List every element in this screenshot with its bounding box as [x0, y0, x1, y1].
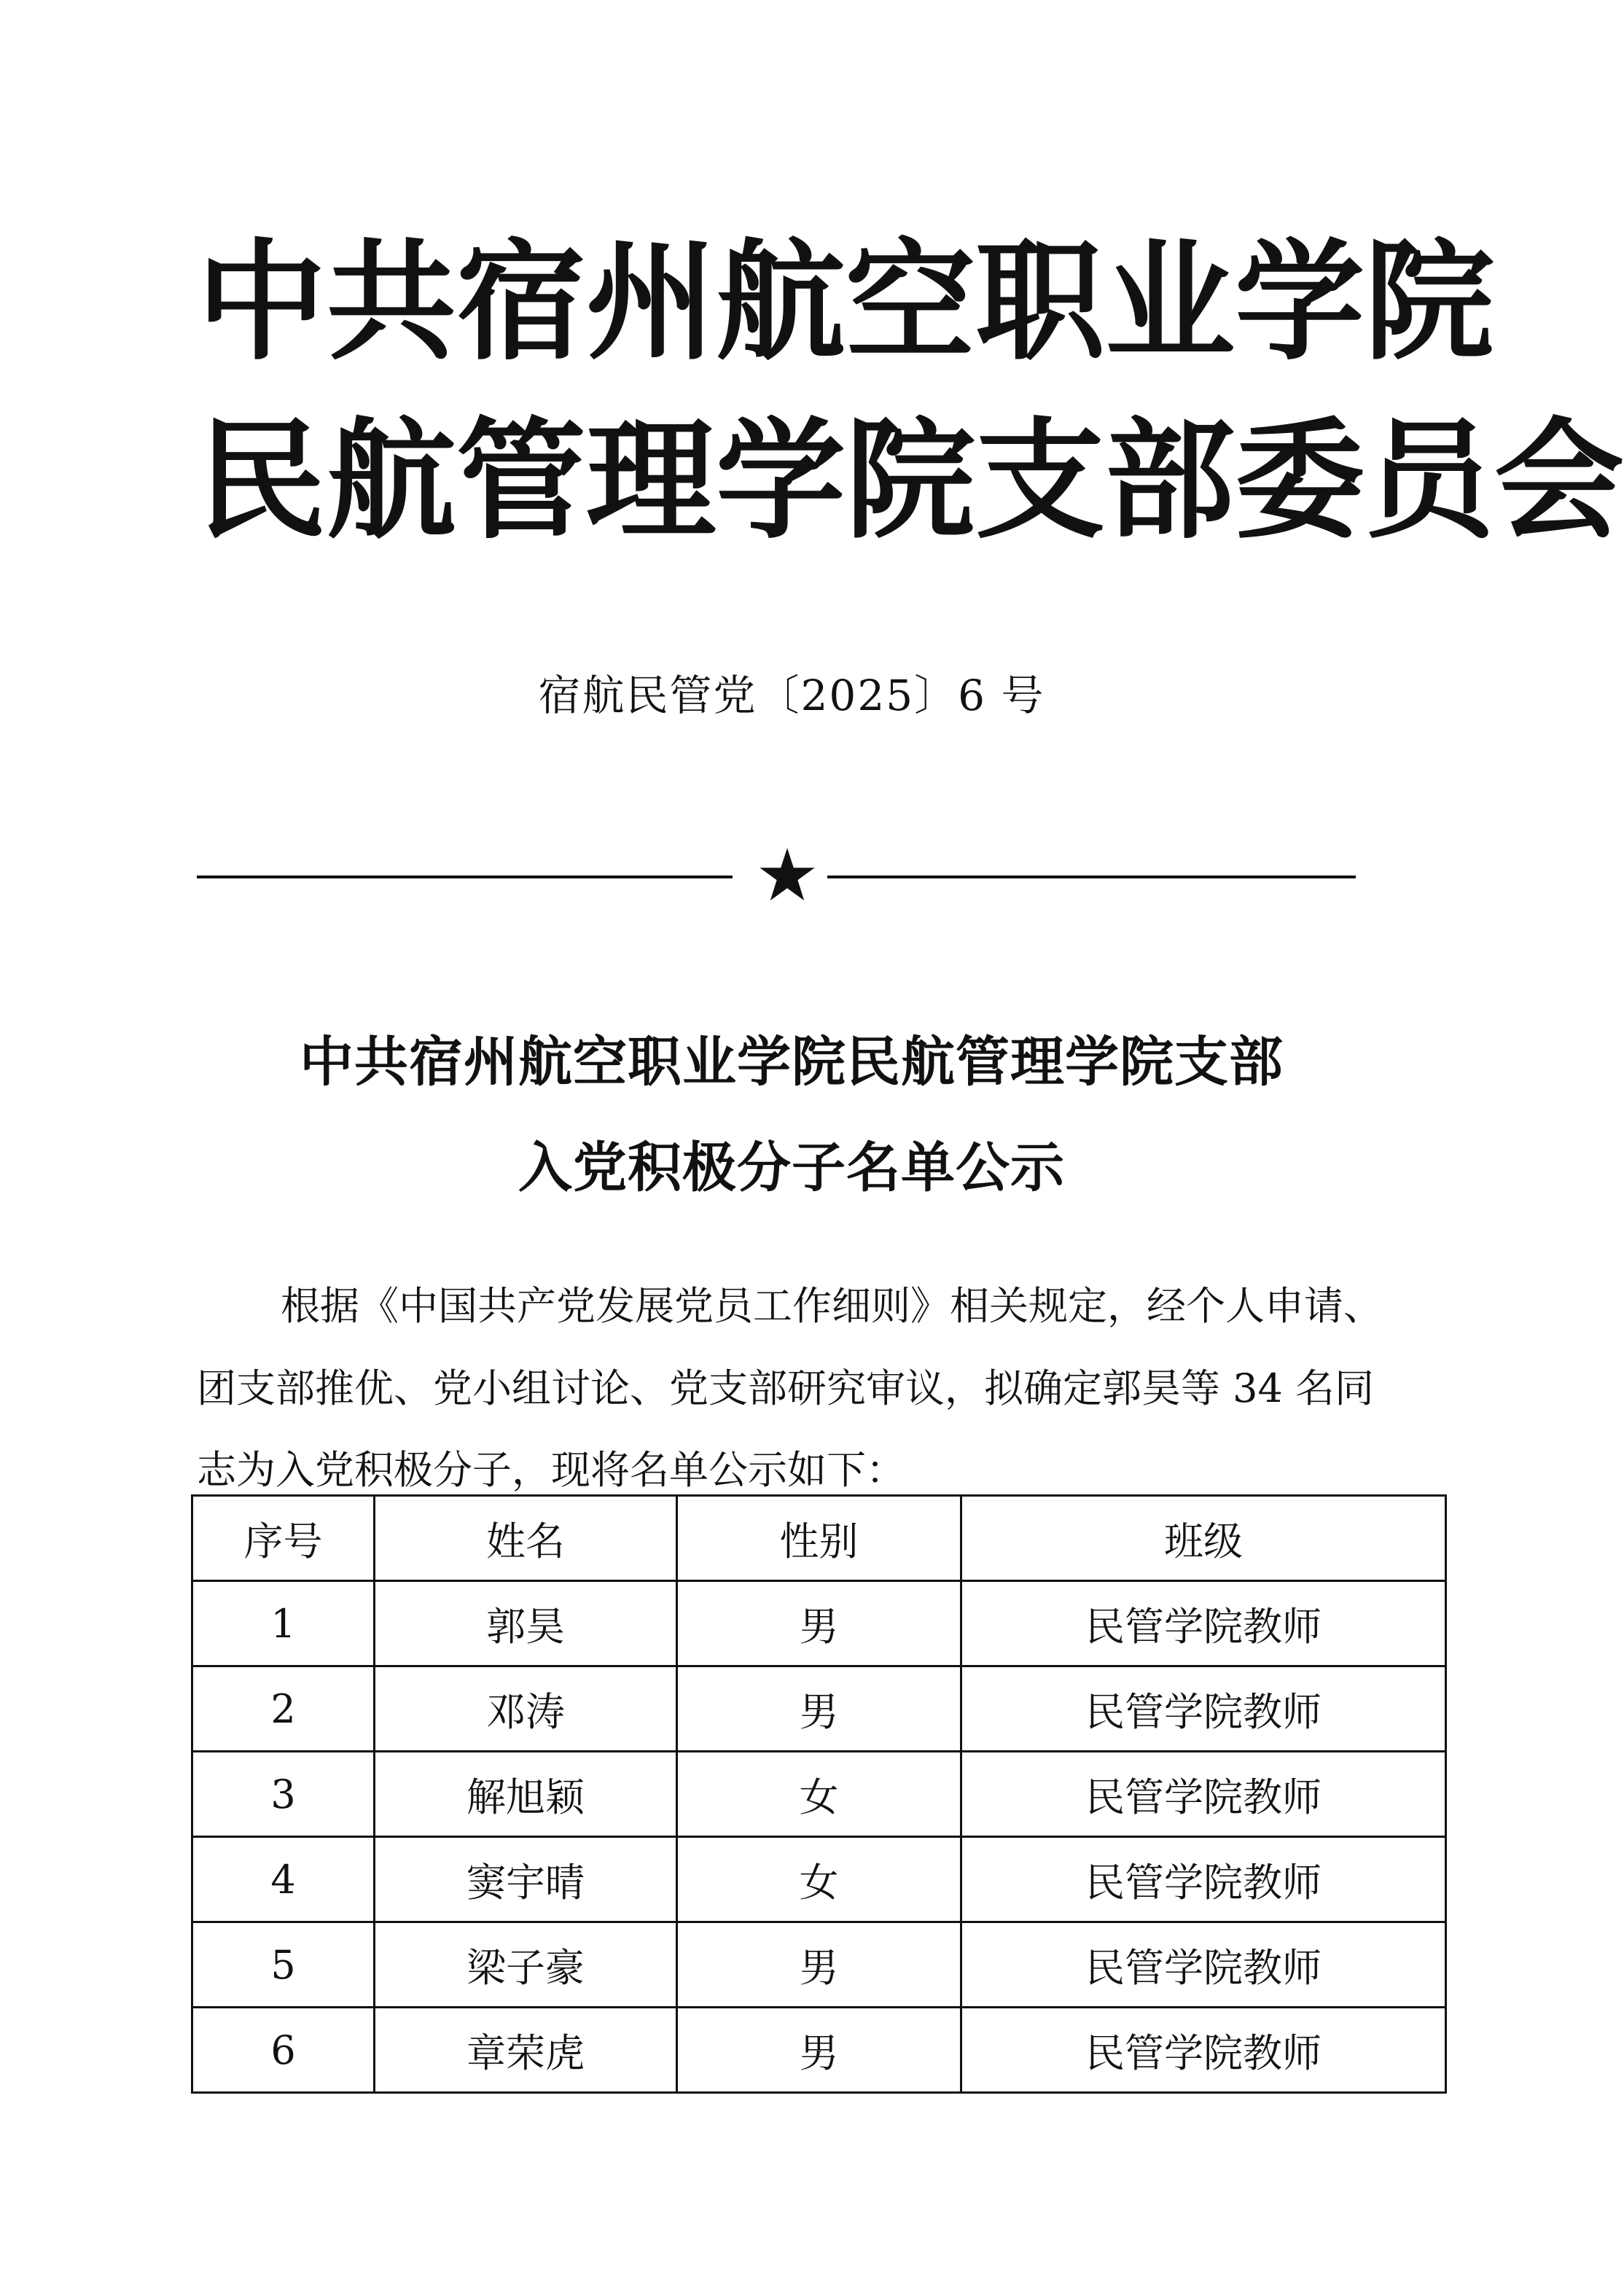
org-header-char: 航 [327, 404, 456, 556]
org-header-char: 职 [975, 225, 1105, 378]
org-header-char: 员 [1365, 404, 1494, 556]
cell-class: 民管学院教师 [961, 1752, 1446, 1837]
org-header-char: 理 [586, 404, 716, 556]
cell-gender: 男 [677, 1581, 961, 1666]
cell-gender: 男 [677, 1666, 961, 1752]
candidate-table [191, 1494, 1447, 2094]
body-paragraph-line-2: 团支部推优、党小组讨论、党支部研究审议，拟确定郭昊等 34 名同 [197, 1365, 1375, 1411]
cell-number: 2 [192, 1666, 375, 1752]
cell-number: 1 [192, 1581, 375, 1666]
cell-number: 4 [192, 1837, 375, 1922]
org-header-char: 支 [975, 404, 1105, 556]
notice-title-line-1: 中共宿州航空职业学院民航管理学院支部 [300, 1031, 1284, 1093]
cell-class: 民管学院教师 [961, 1922, 1446, 2008]
org-header-char: 学 [716, 404, 846, 556]
org-header-char: 州 [586, 225, 716, 378]
divider-rule-right [827, 876, 1356, 878]
divider-rule-left [197, 876, 733, 878]
cell-name: 郭昊 [375, 1581, 677, 1666]
table-row [192, 1752, 1446, 1837]
org-header-char: 部 [1105, 404, 1235, 556]
body-paragraph-line-3: 志为入党积极分子，现将名单公示如下： [197, 1447, 905, 1493]
org-header-char: 会 [1494, 404, 1624, 556]
org-header-char: 业 [1105, 225, 1235, 378]
cell-number: 6 [192, 2008, 375, 2093]
column-header-name: 姓名 [375, 1496, 677, 1581]
org-header-char: 学 [1235, 225, 1365, 378]
cell-name: 窦宇晴 [375, 1837, 677, 1922]
cell-gender: 女 [677, 1837, 961, 1922]
cell-name: 邓涛 [375, 1666, 677, 1752]
org-header-char: 宿 [456, 225, 586, 378]
document-number: 宿航民管党〔2025〕6 号 [538, 671, 1045, 720]
column-header-class: 班级 [961, 1496, 1446, 1581]
column-header-gender: 性别 [677, 1496, 961, 1581]
cell-class: 民管学院教师 [961, 1837, 1446, 1922]
org-header-char: 院 [846, 404, 975, 556]
org-header-char: 空 [846, 225, 975, 378]
cell-name: 章荣虎 [375, 2008, 677, 2093]
cell-class: 民管学院教师 [961, 1581, 1446, 1666]
cell-name: 梁子豪 [375, 1922, 677, 2008]
org-header-char: 共 [327, 225, 456, 378]
org-header-char: 航 [716, 225, 846, 378]
org-header-char: 委 [1235, 404, 1365, 556]
cell-class: 民管学院教师 [961, 1666, 1446, 1752]
org-header-line-1 [197, 225, 1494, 378]
org-header-line-2 [197, 404, 1624, 556]
cell-gender: 女 [677, 1752, 961, 1837]
table-header-row [192, 1496, 1446, 1581]
cell-gender: 男 [677, 1922, 961, 2008]
table-row [192, 1922, 1446, 2008]
header-divider [197, 846, 1356, 904]
cell-name: 解旭颖 [375, 1752, 677, 1837]
cell-number: 3 [192, 1752, 375, 1837]
table-row [192, 1581, 1446, 1666]
star-icon [758, 846, 816, 904]
table-row [192, 2008, 1446, 2093]
body-paragraph-line-1: 根据《中国共产党发展党员工作细则》相关规定，经个人申请、 [281, 1283, 1383, 1329]
org-header-char: 民 [197, 404, 327, 556]
org-header-char: 院 [1365, 225, 1494, 378]
table-row [192, 1666, 1446, 1752]
column-header-number: 序号 [192, 1496, 375, 1581]
cell-class: 民管学院教师 [961, 2008, 1446, 2093]
org-header-char: 管 [456, 404, 586, 556]
notice-title-line-2: 入党积极分子名单公示 [518, 1136, 1065, 1199]
cell-gender: 男 [677, 2008, 961, 2093]
org-header-char: 中 [197, 225, 327, 378]
table-row [192, 1837, 1446, 1922]
cell-number: 5 [192, 1922, 375, 2008]
